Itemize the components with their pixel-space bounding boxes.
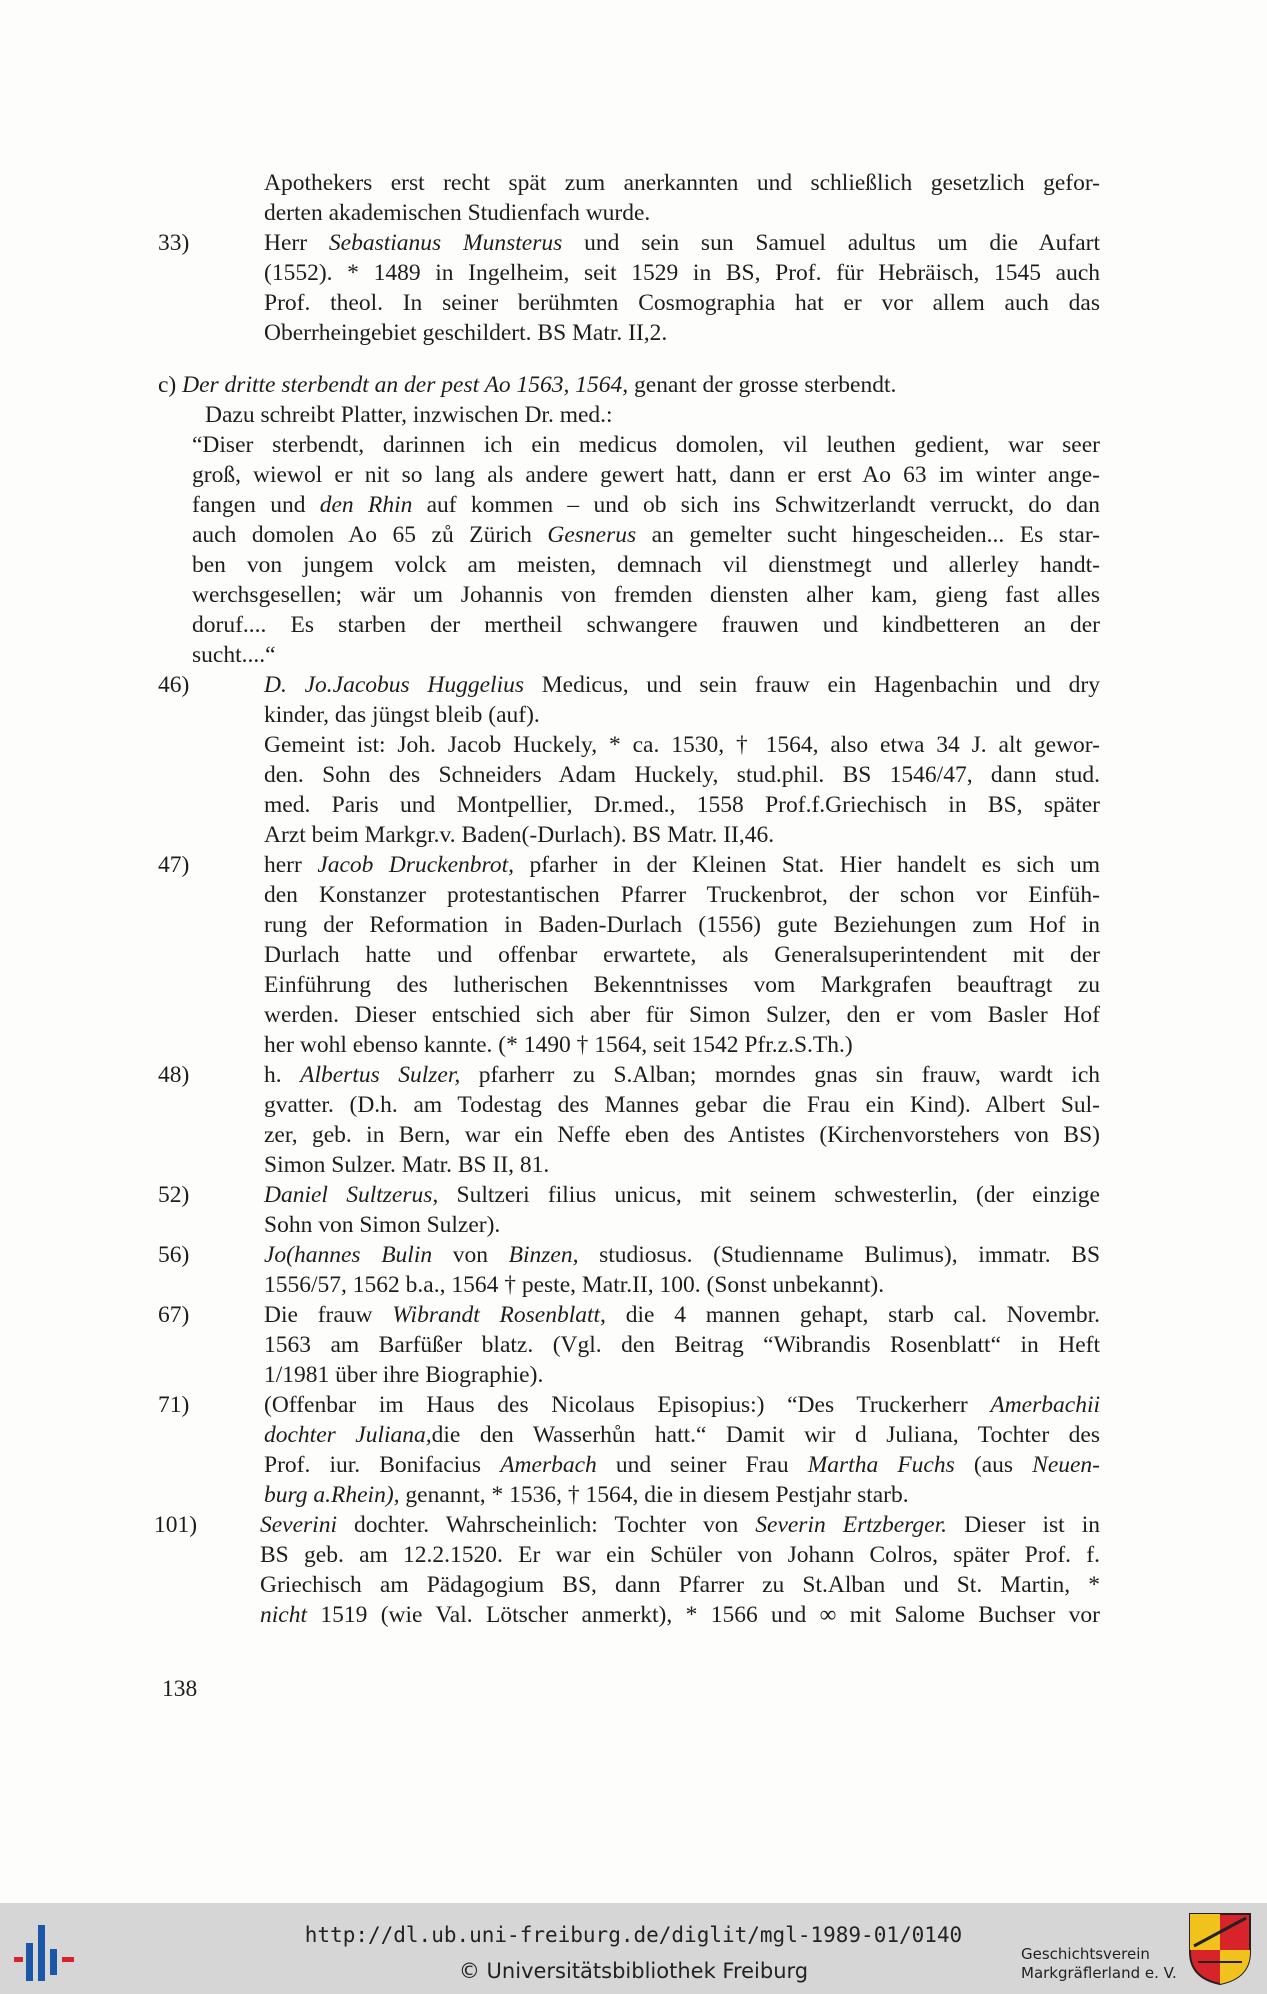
line-text: D. Jo.Jacobus Huggelius Medicus, und sein frauw ein Hagenbachin und dry — [264, 672, 1100, 698]
entry-number: 56) — [158, 1242, 190, 1268]
line-text: gvatter. (D.h. am Todestag des Mannes gebar die Frau ein Kind). Albert Sul- — [264, 1092, 1100, 1118]
line-text: nicht 1519 (wie Val. Lötscher anmerkt), * 1566 und ∞ mit Salome Buchser vor — [260, 1602, 1100, 1628]
line-text: doruf.... Es starben der mertheil schwangere frauwen und kindbetteren an der — [192, 612, 1100, 638]
text-line — [158, 850, 1100, 880]
line-text: 1/1981 über ihre Biographie). — [264, 1362, 544, 1388]
text-line — [158, 580, 1100, 610]
line-text: Jo(hannes Bulin von Binzen, studiosus. (Studienname Bulimus), immatr. BS — [264, 1242, 1101, 1268]
line-text: h. Albertus Sulzer, pfarherr zu S.Alban; morndes gnas sin frauw, wardt ich — [264, 1062, 1101, 1088]
text-line — [158, 198, 1100, 228]
line-text: (Offenbar im Haus des Nicolaus Episopius:) “Des Truckerherr Amerbachii — [264, 1392, 1100, 1418]
text-line — [158, 1090, 1100, 1120]
text-line — [158, 1060, 1100, 1090]
line-text: rung der Reformation in Baden-Durlach (1556) gute Beziehungen zum Hof in — [264, 912, 1100, 938]
entry-number: 46) — [158, 672, 190, 698]
text-line — [158, 1300, 1100, 1330]
text-line — [158, 520, 1100, 550]
line-text: dochter Juliana,die den Wasserhůn hatt.“ Damit wir d Juliana, Tochter des — [264, 1422, 1100, 1448]
text-line — [158, 1390, 1100, 1420]
entry-number: 101) — [154, 1512, 198, 1538]
association-name — [1021, 1945, 1177, 1983]
line-text: BS geb. am 12.2.1520. Er war ein Schüler von Johann Colros, später Prof. f. — [260, 1542, 1100, 1568]
entry-number: 47) — [158, 852, 190, 878]
page-number: 138 — [162, 1676, 198, 1702]
line-text: auch domolen Ao 65 zů Zürich Gesnerus an gemelter sucht hingescheiden... Es star- — [192, 522, 1100, 548]
text-line — [158, 318, 1100, 348]
association-line-2: Markgräflerland e. V. — [1021, 1964, 1177, 1982]
text-line — [158, 1120, 1100, 1150]
text-line — [158, 880, 1100, 910]
text-line — [154, 1540, 1100, 1570]
line-text: groß, wiewol er nit so lang als andere gewert hatt, dann er erst Ao 63 im winter ange- — [192, 462, 1100, 488]
line-text: Simon Sulzer. Matr. BS II, 81. — [264, 1152, 550, 1178]
line-text: derten akademischen Studienfach wurde. — [264, 200, 651, 226]
line-text: Arzt beim Markgr.v. Baden(-Durlach). BS Matr. II,46. — [264, 822, 775, 848]
text-line — [158, 288, 1100, 318]
line-text: Durlach hatte und offenbar erwartete, als Generalsuperintendent mit der — [264, 942, 1100, 968]
line-text: c) Der dritte sterbendt an der pest Ao 1563, 1564, genant der grosse sterbendt. — [158, 372, 897, 398]
text-line — [154, 1510, 1100, 1540]
line-text: den Konstanzer protestantischen Pfarrer Truckenbrot, der schon vor Einfüh- — [264, 882, 1100, 908]
text-line — [158, 370, 1100, 400]
text-line — [158, 1030, 1100, 1060]
text-line — [158, 1000, 1100, 1030]
text-line — [158, 258, 1100, 288]
line-text: Prof. iur. Bonifacius Amerbach und seiner Frau Martha Fuchs (aus Neuen- — [264, 1452, 1101, 1478]
text-line — [158, 700, 1100, 730]
text-line — [154, 1600, 1100, 1630]
footer-bar — [0, 1903, 1267, 1994]
line-text: med. Paris und Montpellier, Dr.med., 1558 Prof.f.Griechisch in BS, später — [264, 792, 1100, 818]
text-line — [158, 1210, 1100, 1240]
line-text: Apothekers erst recht spät zum anerkannten und schließlich gesetzlich gefor- — [264, 170, 1100, 196]
line-text: burg a.Rhein), genannt, * 1536, † 1564, die in diesem Pestjahr starb. — [264, 1482, 909, 1508]
line-text: werchsgesellen; wär um Johannis von fremden diensten alher kam, gieng fast alles — [192, 582, 1100, 608]
text-line — [158, 790, 1100, 820]
text-line — [154, 1570, 1100, 1600]
line-text: Die frauw Wibrandt Rosenblatt, die 4 mannen gehapt, starb cal. Novembr. — [264, 1302, 1100, 1328]
line-text: Griechisch am Pädagogium BS, dann Pfarrer zu St.Alban und St. Martin, * — [260, 1572, 1100, 1598]
line-text: Daniel Sultzerus, Sultzeri filius unicus, mit seinem schwesterlin, (der einzige — [264, 1182, 1100, 1208]
line-text: 1556/57, 1562 b.a., 1564 † peste, Matr.II, 100. (Sonst unbekannt). — [264, 1272, 885, 1298]
text-line — [158, 1180, 1100, 1210]
line-text: Gemeint ist: Joh. Jacob Huckely, * ca. 1530, † 1564, also etwa 34 J. alt gewor- — [264, 732, 1100, 758]
text-line — [158, 1450, 1100, 1480]
text-line — [158, 460, 1100, 490]
text-line — [158, 1420, 1100, 1450]
copyright-text: © Universitätsbibliothek Freiburg — [458, 1959, 809, 1983]
line-text: werden. Dieser entschied sich aber für Simon Sulzer, den er vom Basler Hof — [264, 1002, 1100, 1028]
text-line — [158, 1360, 1100, 1390]
paragraph-gap — [158, 348, 1100, 370]
text-line — [158, 1150, 1100, 1180]
text-line — [158, 760, 1100, 790]
text-line — [158, 610, 1100, 640]
line-text: (1552). * 1489 in Ingelheim, seit 1529 in BS, Prof. für Hebräisch, 1545 auch — [264, 260, 1100, 286]
text-line — [158, 1330, 1100, 1360]
text-line — [158, 730, 1100, 760]
line-text: sucht....“ — [192, 642, 276, 668]
text-line — [158, 910, 1100, 940]
entry-number: 48) — [158, 1062, 190, 1088]
line-text: “Diser sterbendt, darinnen ich ein medicus domolen, vil leuthen gedient, war seer — [192, 432, 1100, 458]
body-text — [154, 168, 1101, 1630]
text-line — [158, 1480, 1100, 1510]
entry-number: 67) — [158, 1302, 190, 1328]
text-line — [158, 940, 1100, 970]
text-line — [158, 670, 1100, 700]
text-line — [158, 228, 1100, 258]
line-text: Dazu schreibt Platter, inzwischen Dr. med.: — [158, 402, 613, 428]
text-line — [158, 168, 1100, 198]
line-text: fangen und den Rhin auf kommen – und ob sich ins Schwitzerlandt verruckt, do dan — [192, 492, 1100, 518]
line-text: Prof. theol. In seiner berühmten Cosmographia hat er vor allem auch das — [264, 290, 1100, 316]
entry-number: 71) — [158, 1392, 190, 1418]
line-text: Oberrheingebiet geschildert. BS Matr. II,2. — [264, 320, 668, 346]
association-line-1: Geschichtsverein — [1021, 1945, 1150, 1963]
line-text: kinder, das jüngst bleib (auf). — [264, 702, 540, 728]
text-line — [158, 550, 1100, 580]
coat-of-arms-icon — [1188, 1912, 1252, 1986]
line-text: Herr Sebastianus Munsterus und sein sun Samuel adultus um die Aufart — [264, 230, 1100, 256]
line-text: Sohn von Simon Sulzer). — [264, 1212, 501, 1238]
text-line — [158, 1240, 1100, 1270]
text-line — [158, 490, 1100, 520]
line-text: zer, geb. in Bern, war ein Neffe eben des Antistes (Kirchenvorstehers von BS) — [264, 1122, 1100, 1148]
line-text: 1563 am Barfüßer blatz. (Vgl. den Beitrag “Wibrandis Rosenblatt“ in Heft — [264, 1332, 1100, 1358]
text-line — [158, 970, 1100, 1000]
text-line — [158, 640, 1100, 670]
entry-number: 52) — [158, 1182, 190, 1208]
text-line — [158, 820, 1100, 850]
line-text: den. Sohn des Schneiders Adam Huckely, stud.phil. BS 1546/47, dann stud. — [264, 762, 1100, 788]
line-text: Einführung des lutherischen Bekenntnisses vom Markgrafen beauftragt zu — [264, 972, 1100, 998]
document-url[interactable]: http://dl.ub.uni-freiburg.de/diglit/mgl-1989-01/0140 — [304, 1923, 963, 1947]
text-line — [158, 400, 1100, 430]
entry-number: 33) — [158, 230, 190, 256]
line-text: her wohl ebenso kannte. (* 1490 † 1564, seit 1542 Pfr.z.S.Th.) — [264, 1032, 853, 1058]
line-text: Severini dochter. Wahrscheinlich: Tochter von Severin Ertzberger. Dieser ist in — [260, 1512, 1100, 1538]
line-text: herr Jacob Druckenbrot, pfarher in der Kleinen Stat. Hier handelt es sich um — [264, 852, 1100, 878]
line-text: ben von jungem volck am meisten, demnach vil dienstmegt und allerley handt- — [192, 552, 1100, 578]
text-line — [158, 1270, 1100, 1300]
text-line — [158, 430, 1100, 460]
